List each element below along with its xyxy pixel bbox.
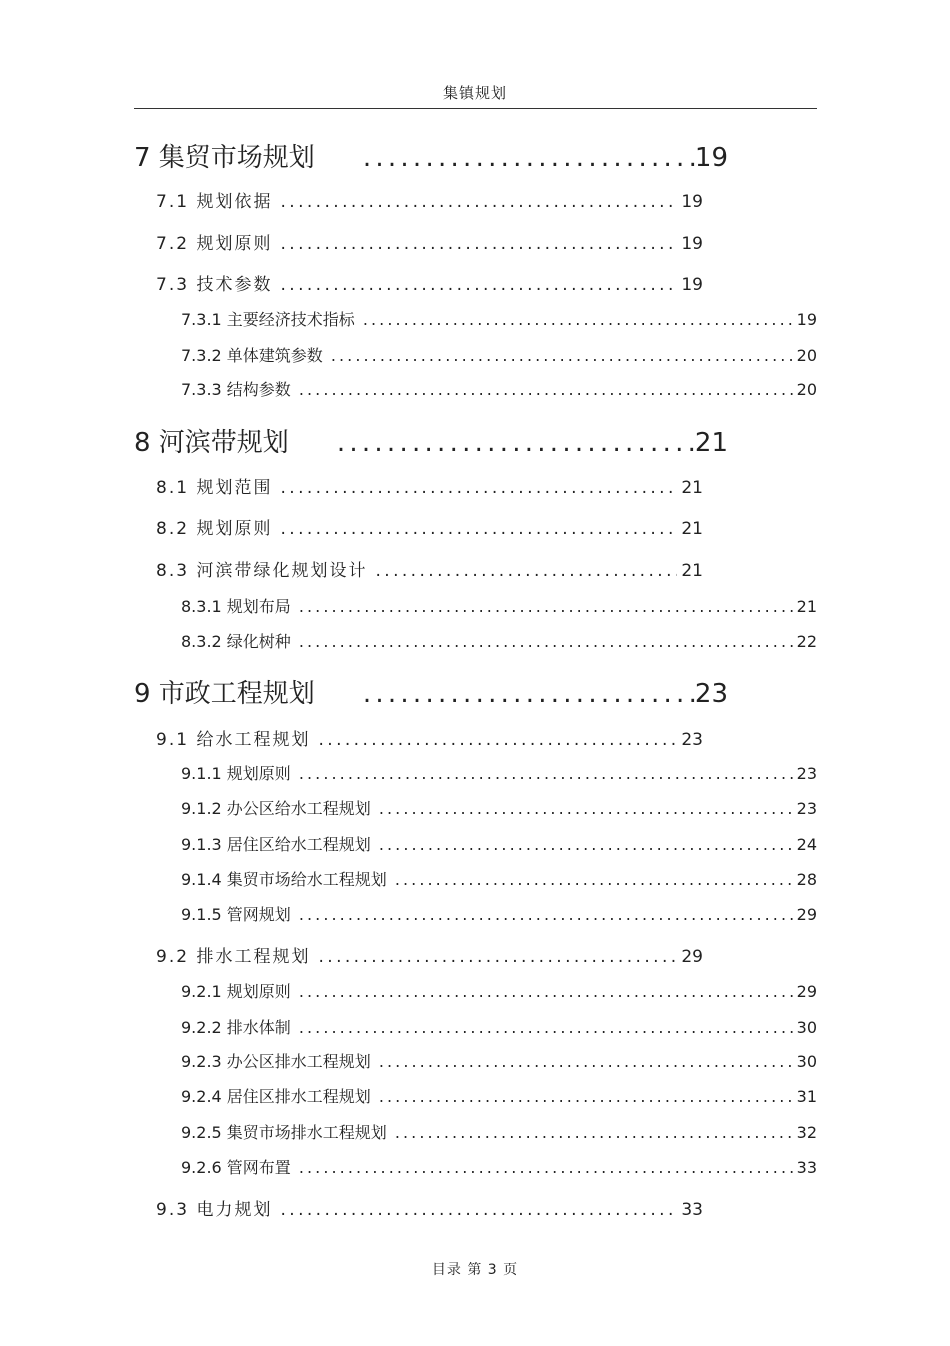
toc-entry[interactable] <box>181 343 817 366</box>
toc-entry-label: 7.3.2 单体建筑参数 <box>181 346 323 365</box>
toc-entry[interactable] <box>181 629 817 652</box>
toc-entry-page: 21 <box>681 561 703 581</box>
toc-entry[interactable] <box>181 867 817 890</box>
toc-entry[interactable] <box>156 514 703 539</box>
toc-entry-page: 24 <box>796 835 817 854</box>
footer-page-prefix: 第 <box>467 1262 483 1278</box>
toc-entry[interactable] <box>181 377 817 400</box>
footer-page-suffix: 页 <box>503 1262 519 1278</box>
toc-entry-label: 9.2.3 办公区排水工程规划 <box>181 1052 371 1071</box>
toc-entry[interactable] <box>134 422 728 459</box>
toc-entry[interactable] <box>181 902 817 925</box>
toc-dot-leader <box>379 1052 793 1071</box>
toc-entry-label: 9.1.1 规划原则 <box>181 764 291 783</box>
toc-dot-leader <box>363 143 695 173</box>
toc-dot-leader <box>395 870 793 889</box>
footer-page-number: 3 <box>487 1262 498 1278</box>
toc-entry-label: 7.2 规划原则 <box>156 234 273 254</box>
toc-entry-label: 9.2 排水工程规划 <box>156 947 311 967</box>
toc-entry[interactable] <box>181 1015 817 1038</box>
toc-entry-label: 8.3 河滨带绿化规划设计 <box>156 561 368 581</box>
toc-dot-leader <box>280 275 677 295</box>
toc-entry[interactable] <box>181 1155 817 1178</box>
toc-entry[interactable] <box>181 594 817 617</box>
toc-entry-page: 21 <box>681 519 703 539</box>
toc-entry-label: 9.2.5 集贸市场排水工程规划 <box>181 1123 387 1142</box>
toc-entry[interactable] <box>156 270 703 295</box>
toc-entry-page: 21 <box>681 478 703 498</box>
toc-dot-leader <box>299 764 793 783</box>
toc-entry-label: 7.3.3 结构参数 <box>181 380 291 399</box>
toc-entry[interactable] <box>156 473 703 498</box>
toc-entry-page: 30 <box>796 1052 817 1071</box>
toc-entry[interactable] <box>181 832 817 855</box>
toc-dot-leader <box>375 561 677 581</box>
toc-entry-page: 29 <box>796 905 817 924</box>
toc-entry[interactable] <box>181 307 817 330</box>
toc-dot-leader <box>280 192 677 212</box>
toc-dot-leader <box>280 478 677 498</box>
toc-entry-page: 33 <box>681 1200 703 1220</box>
page-header-title: 集镇规划 <box>442 84 507 102</box>
toc-entry-label: 8.1 规划范围 <box>156 478 273 498</box>
toc-entry[interactable] <box>156 187 703 212</box>
footer-label: 目录 <box>431 1262 462 1278</box>
toc-entry-page: 23 <box>694 679 728 709</box>
toc-dot-leader <box>299 632 793 651</box>
toc-entry-label: 9.1.2 办公区给水工程规划 <box>181 799 371 818</box>
toc-entry[interactable] <box>134 673 728 710</box>
toc-entry-label: 9.1.4 集贸市场给水工程规划 <box>181 870 387 889</box>
toc-entry-label: 9.2.6 管网布置 <box>181 1158 291 1177</box>
toc-dot-leader <box>299 597 793 616</box>
toc-entry[interactable] <box>156 1195 703 1220</box>
toc-entry-label: 7.3 技术参数 <box>156 275 273 295</box>
toc-dot-leader <box>280 519 677 539</box>
toc-entry-page: 29 <box>681 947 703 967</box>
header-rule <box>134 108 817 109</box>
toc-entry-label: 9.2.2 排水体制 <box>181 1018 291 1037</box>
page-footer <box>0 1259 950 1279</box>
toc-dot-leader <box>379 799 793 818</box>
toc-entry[interactable] <box>156 725 703 750</box>
toc-entry-page: 20 <box>796 346 817 365</box>
toc-entry-label: 9.1.5 管网规划 <box>181 905 291 924</box>
toc-dot-leader <box>379 1087 793 1106</box>
toc-dot-leader <box>299 905 793 924</box>
toc-dot-leader <box>331 346 793 365</box>
toc-entry-label: 9 市政工程规划 <box>134 679 315 709</box>
toc-entry-label: 9.1.3 居住区给水工程规划 <box>181 835 371 854</box>
toc-entry-label: 7.3.1 主要经济技术指标 <box>181 310 355 329</box>
toc-entry[interactable] <box>181 1049 817 1072</box>
toc-dot-leader <box>318 947 677 967</box>
toc-entry-page: 19 <box>681 192 703 212</box>
toc-dot-leader <box>299 1018 793 1037</box>
toc-entry-label: 8.3.1 规划布局 <box>181 597 291 616</box>
toc-entry-label: 7.1 规划依据 <box>156 192 273 212</box>
toc-dot-leader <box>299 982 793 1001</box>
toc-entry-page: 28 <box>796 870 817 889</box>
toc-entry-label: 7 集贸市场规划 <box>134 143 315 173</box>
toc-dot-leader <box>337 428 695 458</box>
toc-entry[interactable] <box>181 979 817 1002</box>
toc-entry-page: 32 <box>796 1123 817 1142</box>
toc-entry-page: 22 <box>796 632 817 651</box>
toc-dot-leader <box>299 380 793 399</box>
toc-entry-label: 9.2.4 居住区排水工程规划 <box>181 1087 371 1106</box>
toc-entry-page: 21 <box>796 597 817 616</box>
toc-entry-page: 23 <box>681 730 703 750</box>
toc-dot-leader <box>280 234 677 254</box>
toc-entry-page: 20 <box>796 380 817 399</box>
toc-entry-page: 30 <box>796 1018 817 1037</box>
toc-dot-leader <box>379 835 793 854</box>
toc-entry-label: 8.3.2 绿化树种 <box>181 632 291 651</box>
toc-entry[interactable] <box>181 761 817 784</box>
toc-entry-page: 31 <box>796 1087 817 1106</box>
toc-entry[interactable] <box>156 556 703 581</box>
toc-entry[interactable] <box>181 796 817 819</box>
toc-entry-page: 19 <box>694 143 728 173</box>
toc-entry-page: 19 <box>681 234 703 254</box>
toc-entry[interactable] <box>134 137 728 174</box>
toc-entry-page: 23 <box>796 764 817 783</box>
toc-dot-leader <box>363 310 793 329</box>
toc-dot-leader <box>363 679 695 709</box>
toc-entry[interactable] <box>181 1120 817 1143</box>
toc-entry-page: 21 <box>694 428 728 458</box>
toc-entry-label: 9.2.1 规划原则 <box>181 982 291 1001</box>
toc-entry-label: 9.3 电力规划 <box>156 1200 273 1220</box>
toc-dot-leader <box>280 1200 677 1220</box>
toc-entry-label: 8.2 规划原则 <box>156 519 273 539</box>
toc-entry[interactable] <box>156 229 703 254</box>
toc-entry[interactable] <box>156 942 703 967</box>
toc-entry[interactable] <box>181 1084 817 1107</box>
toc-entry-page: 23 <box>796 799 817 818</box>
toc-entry-label: 8 河滨带规划 <box>134 428 289 458</box>
toc-dot-leader <box>395 1123 793 1142</box>
toc-dot-leader <box>299 1158 793 1177</box>
toc-dot-leader <box>318 730 677 750</box>
toc-entry-page: 29 <box>796 982 817 1001</box>
toc-entry-label: 9.1 给水工程规划 <box>156 730 311 750</box>
toc-entry-page: 19 <box>796 310 817 329</box>
toc-entry-page: 19 <box>681 275 703 295</box>
toc-entry-page: 33 <box>796 1158 817 1177</box>
